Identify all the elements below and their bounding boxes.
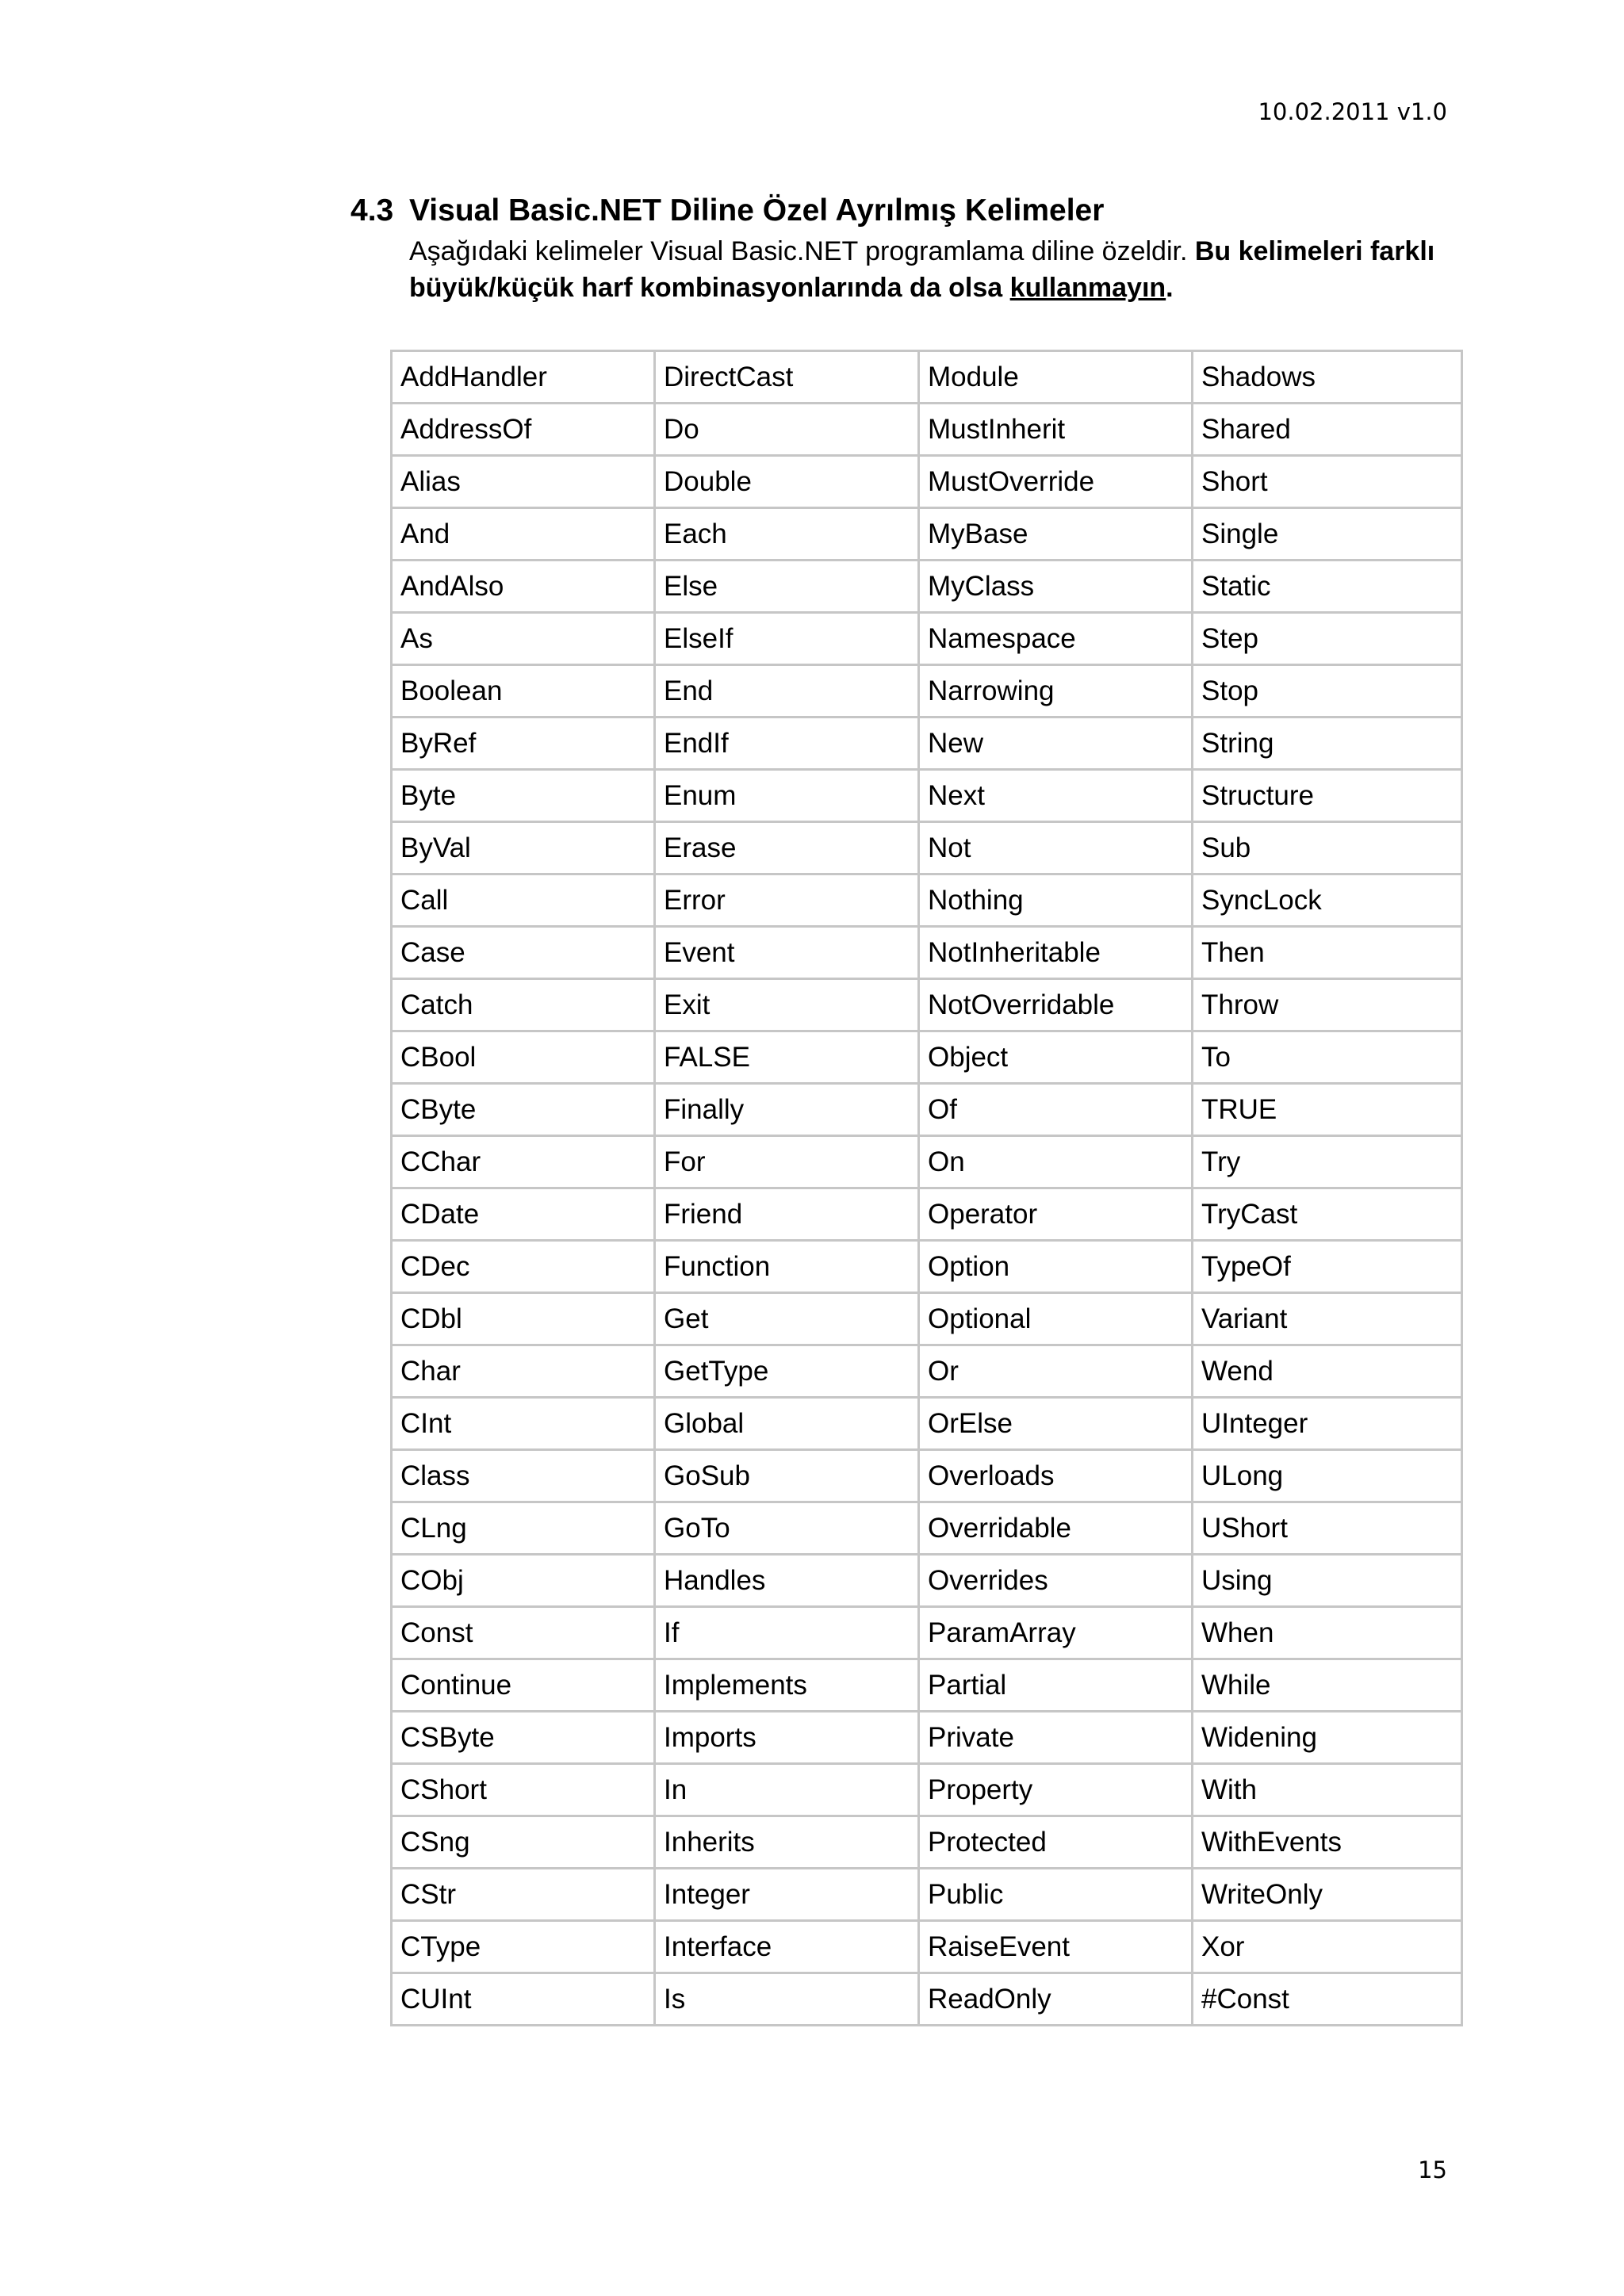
keyword-cell: Short bbox=[1193, 456, 1462, 508]
keyword-cell: WithEvents bbox=[1193, 1816, 1462, 1869]
keyword-cell: Static bbox=[1193, 561, 1462, 613]
keyword-cell: Error bbox=[655, 874, 919, 927]
keyword-cell: Stop bbox=[1193, 665, 1462, 718]
keyword-cell: Not bbox=[919, 822, 1193, 874]
keyword-cell: AndAlso bbox=[392, 561, 655, 613]
keyword-cell: While bbox=[1193, 1659, 1462, 1712]
keyword-cell: String bbox=[1193, 718, 1462, 770]
keyword-cell: Exit bbox=[655, 979, 919, 1031]
keyword-cell: End bbox=[655, 665, 919, 718]
keyword-cell: Throw bbox=[1193, 979, 1462, 1031]
keyword-cell: Interface bbox=[655, 1921, 919, 1973]
table-row bbox=[392, 1869, 1462, 1921]
table-row bbox=[392, 1398, 1462, 1450]
table-row bbox=[392, 979, 1462, 1031]
keyword-cell: Variant bbox=[1193, 1293, 1462, 1345]
keyword-cell: Handles bbox=[655, 1555, 919, 1607]
table-row bbox=[392, 822, 1462, 874]
keywords-table-body bbox=[392, 351, 1462, 2026]
keyword-cell: Structure bbox=[1193, 770, 1462, 822]
keyword-cell: Double bbox=[655, 456, 919, 508]
keyword-cell: ByRef bbox=[392, 718, 655, 770]
keyword-cell: Catch bbox=[392, 979, 655, 1031]
keyword-cell: To bbox=[1193, 1031, 1462, 1084]
intro-paragraph bbox=[409, 233, 1440, 306]
keyword-cell: And bbox=[392, 508, 655, 561]
keyword-cell: CSng bbox=[392, 1816, 655, 1869]
keyword-cell: Erase bbox=[655, 822, 919, 874]
table-row bbox=[392, 1712, 1462, 1764]
table-row bbox=[392, 1764, 1462, 1816]
keyword-cell: AddHandler bbox=[392, 351, 655, 404]
section-title: Visual Basic.NET Diline Özel Ayrılmış Kelimeler bbox=[409, 193, 1105, 228]
page-number: 15 bbox=[1418, 2156, 1447, 2183]
keyword-cell: Wend bbox=[1193, 1345, 1462, 1398]
keyword-cell: MyClass bbox=[919, 561, 1193, 613]
keyword-cell: CDec bbox=[392, 1241, 655, 1293]
keyword-cell: Nothing bbox=[919, 874, 1193, 927]
keyword-cell: Get bbox=[655, 1293, 919, 1345]
keyword-cell: Case bbox=[392, 927, 655, 979]
keyword-cell: Using bbox=[1193, 1555, 1462, 1607]
keyword-cell: As bbox=[392, 613, 655, 665]
keyword-cell: Optional bbox=[919, 1293, 1193, 1345]
keyword-cell: CInt bbox=[392, 1398, 655, 1450]
keyword-cell: Inherits bbox=[655, 1816, 919, 1869]
keyword-cell: Partial bbox=[919, 1659, 1193, 1712]
keyword-cell: Do bbox=[655, 404, 919, 456]
table-row bbox=[392, 1293, 1462, 1345]
keyword-cell: Event bbox=[655, 927, 919, 979]
keyword-cell: Overrides bbox=[919, 1555, 1193, 1607]
table-row bbox=[392, 1502, 1462, 1555]
keyword-cell: Option bbox=[919, 1241, 1193, 1293]
reserved-keywords-table bbox=[390, 350, 1463, 2026]
keyword-cell: ReadOnly bbox=[919, 1973, 1193, 2026]
table-row bbox=[392, 1136, 1462, 1188]
keyword-cell: If bbox=[655, 1607, 919, 1659]
keyword-cell: CShort bbox=[392, 1764, 655, 1816]
keyword-cell: Shadows bbox=[1193, 351, 1462, 404]
keyword-cell: In bbox=[655, 1764, 919, 1816]
keyword-cell: Private bbox=[919, 1712, 1193, 1764]
table-row bbox=[392, 1921, 1462, 1973]
keyword-cell: DirectCast bbox=[655, 351, 919, 404]
keyword-cell: CLng bbox=[392, 1502, 655, 1555]
keyword-cell: AddressOf bbox=[392, 404, 655, 456]
keyword-cell: Implements bbox=[655, 1659, 919, 1712]
keyword-cell: Alias bbox=[392, 456, 655, 508]
keyword-cell: Char bbox=[392, 1345, 655, 1398]
keyword-cell: Const bbox=[392, 1607, 655, 1659]
table-row bbox=[392, 1241, 1462, 1293]
keyword-cell: SyncLock bbox=[1193, 874, 1462, 927]
table-row bbox=[392, 927, 1462, 979]
keyword-cell: Try bbox=[1193, 1136, 1462, 1188]
keyword-cell: Global bbox=[655, 1398, 919, 1450]
keyword-cell: FALSE bbox=[655, 1031, 919, 1084]
keyword-cell: TryCast bbox=[1193, 1188, 1462, 1241]
keyword-cell: Then bbox=[1193, 927, 1462, 979]
keyword-cell: MustOverride bbox=[919, 456, 1193, 508]
table-row bbox=[392, 351, 1462, 404]
keyword-cell: ElseIf bbox=[655, 613, 919, 665]
keyword-cell: Module bbox=[919, 351, 1193, 404]
keyword-cell: Namespace bbox=[919, 613, 1193, 665]
table-row bbox=[392, 1450, 1462, 1502]
keyword-cell: CChar bbox=[392, 1136, 655, 1188]
table-row bbox=[392, 561, 1462, 613]
keyword-cell: When bbox=[1193, 1607, 1462, 1659]
intro-period: . bbox=[1166, 273, 1174, 303]
keyword-cell: GetType bbox=[655, 1345, 919, 1398]
keyword-cell: Enum bbox=[655, 770, 919, 822]
keyword-cell: Sub bbox=[1193, 822, 1462, 874]
keyword-cell: Operator bbox=[919, 1188, 1193, 1241]
keyword-cell: TypeOf bbox=[1193, 1241, 1462, 1293]
keyword-cell: Narrowing bbox=[919, 665, 1193, 718]
keyword-cell: EndIf bbox=[655, 718, 919, 770]
intro-plain-text: Aşağıdaki kelimeler Visual Basic.NET programlama diline özeldir. bbox=[409, 236, 1188, 266]
keyword-cell: Boolean bbox=[392, 665, 655, 718]
table-row bbox=[392, 1188, 1462, 1241]
keyword-cell: OrElse bbox=[919, 1398, 1193, 1450]
keyword-cell: Class bbox=[392, 1450, 655, 1502]
intro-bold-text: Bu kelimeleri farklı büyük/küçük harf kombinasyonlarında da olsa bbox=[409, 236, 1435, 303]
table-row bbox=[392, 1607, 1462, 1659]
keyword-cell: ULong bbox=[1193, 1450, 1462, 1502]
keyword-cell: For bbox=[655, 1136, 919, 1188]
table-row bbox=[392, 508, 1462, 561]
keyword-cell: CDate bbox=[392, 1188, 655, 1241]
keyword-cell: NotOverridable bbox=[919, 979, 1193, 1031]
keyword-cell: GoSub bbox=[655, 1450, 919, 1502]
keyword-cell: Xor bbox=[1193, 1921, 1462, 1973]
table-row bbox=[392, 718, 1462, 770]
keyword-cell: With bbox=[1193, 1764, 1462, 1816]
keyword-cell: Of bbox=[919, 1084, 1193, 1136]
keyword-cell: Shared bbox=[1193, 404, 1462, 456]
keyword-cell: Protected bbox=[919, 1816, 1193, 1869]
keyword-cell: UInteger bbox=[1193, 1398, 1462, 1450]
keyword-cell: WriteOnly bbox=[1193, 1869, 1462, 1921]
keyword-cell: CByte bbox=[392, 1084, 655, 1136]
table-row bbox=[392, 1345, 1462, 1398]
keyword-cell: ByVal bbox=[392, 822, 655, 874]
document-version: 10.02.2011 v1.0 bbox=[1258, 98, 1447, 125]
keyword-cell: Overloads bbox=[919, 1450, 1193, 1502]
keyword-cell: UShort bbox=[1193, 1502, 1462, 1555]
keyword-cell: On bbox=[919, 1136, 1193, 1188]
keyword-cell: Call bbox=[392, 874, 655, 927]
keyword-cell: Each bbox=[655, 508, 919, 561]
keyword-cell: Else bbox=[655, 561, 919, 613]
keyword-cell: CUInt bbox=[392, 1973, 655, 2026]
keyword-cell: Next bbox=[919, 770, 1193, 822]
keyword-cell: New bbox=[919, 718, 1193, 770]
keyword-cell: Object bbox=[919, 1031, 1193, 1084]
table-row bbox=[392, 770, 1462, 822]
table-row bbox=[392, 1659, 1462, 1712]
keyword-cell: Byte bbox=[392, 770, 655, 822]
table-row bbox=[392, 404, 1462, 456]
keyword-cell: Continue bbox=[392, 1659, 655, 1712]
keyword-cell: TRUE bbox=[1193, 1084, 1462, 1136]
keyword-cell: Function bbox=[655, 1241, 919, 1293]
keyword-cell: Or bbox=[919, 1345, 1193, 1398]
table-row bbox=[392, 665, 1462, 718]
table-row bbox=[392, 1084, 1462, 1136]
keyword-cell: Property bbox=[919, 1764, 1193, 1816]
table-row bbox=[392, 874, 1462, 927]
keyword-cell: Integer bbox=[655, 1869, 919, 1921]
keyword-cell: NotInheritable bbox=[919, 927, 1193, 979]
table-row bbox=[392, 1555, 1462, 1607]
keyword-cell: CSByte bbox=[392, 1712, 655, 1764]
table-row bbox=[392, 456, 1462, 508]
table-row bbox=[392, 1031, 1462, 1084]
table-row bbox=[392, 1973, 1462, 2026]
keyword-cell: GoTo bbox=[655, 1502, 919, 1555]
keyword-cell: Friend bbox=[655, 1188, 919, 1241]
keyword-cell: RaiseEvent bbox=[919, 1921, 1193, 1973]
keyword-cell: CObj bbox=[392, 1555, 655, 1607]
keyword-cell: Finally bbox=[655, 1084, 919, 1136]
keyword-cell: #Const bbox=[1193, 1973, 1462, 2026]
keyword-cell: CStr bbox=[392, 1869, 655, 1921]
keyword-cell: CType bbox=[392, 1921, 655, 1973]
keyword-cell: Overridable bbox=[919, 1502, 1193, 1555]
keyword-cell: Single bbox=[1193, 508, 1462, 561]
section-heading bbox=[350, 192, 1104, 230]
keyword-cell: ParamArray bbox=[919, 1607, 1193, 1659]
keyword-cell: Step bbox=[1193, 613, 1462, 665]
section-number: 4.3 bbox=[350, 193, 394, 228]
keyword-cell: CDbl bbox=[392, 1293, 655, 1345]
keyword-cell: Is bbox=[655, 1973, 919, 2026]
table-row bbox=[392, 1816, 1462, 1869]
keyword-cell: Public bbox=[919, 1869, 1193, 1921]
table-row bbox=[392, 613, 1462, 665]
keyword-cell: MustInherit bbox=[919, 404, 1193, 456]
intro-underlined-word: kullanmayın bbox=[1009, 273, 1166, 303]
keyword-cell: Imports bbox=[655, 1712, 919, 1764]
keyword-cell: Widening bbox=[1193, 1712, 1462, 1764]
keyword-cell: CBool bbox=[392, 1031, 655, 1084]
keyword-cell: MyBase bbox=[919, 508, 1193, 561]
